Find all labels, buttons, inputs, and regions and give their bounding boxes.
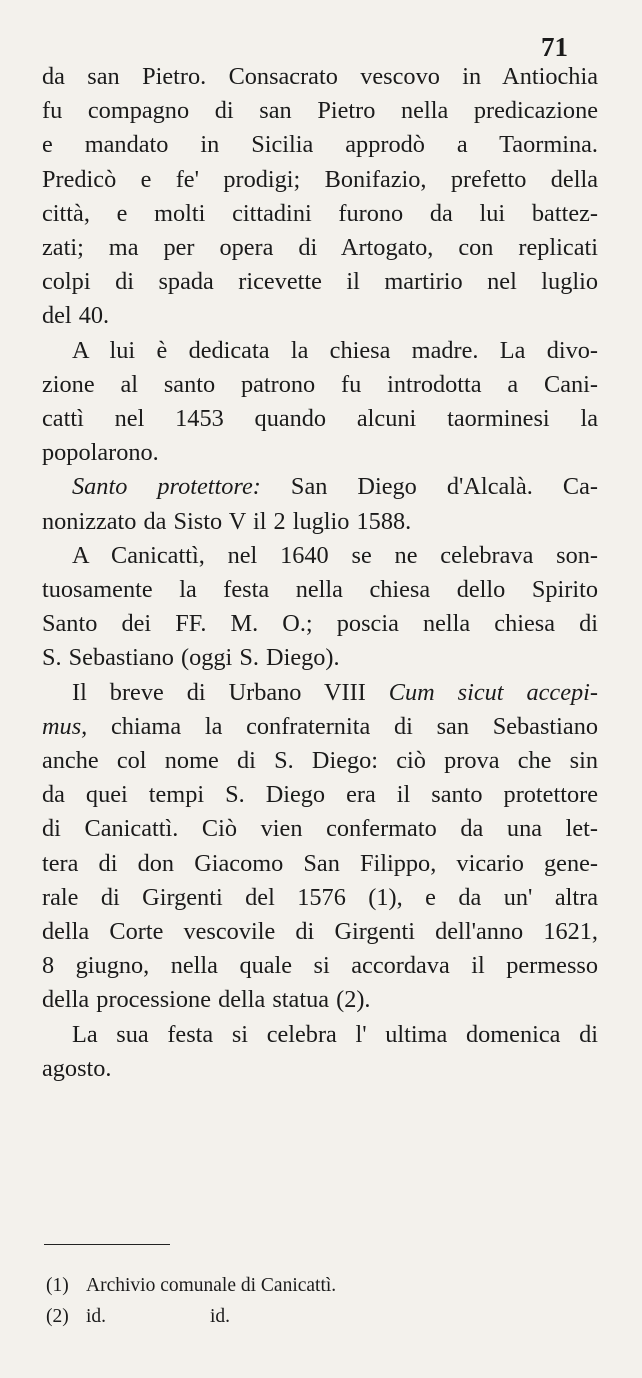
footnote-ibid: id.: [86, 1306, 107, 1327]
text-line: La sua festa si celebra l' ultima domenica di: [72, 1020, 598, 1048]
text-line: da quei tempi S. Diego era il santo protettore: [42, 781, 598, 809]
body-text: [42, 60, 598, 1086]
text-line: [42, 676, 598, 710]
footnote-number: (1): [46, 1275, 69, 1296]
paragraph-5: [42, 676, 598, 1018]
text-line: A lui è dedicata la chiesa madre. La divo-: [72, 336, 598, 364]
text-line: anche col nome di S. Diego: ciò prova che sin: [42, 747, 598, 775]
footnote-1: [46, 1270, 598, 1301]
text-line: città, e molti cittadini furono da lui battez-: [42, 199, 598, 227]
text-line: fu compagno di san Pietro nella predicazione: [42, 97, 598, 125]
text-span: chiama la confraternita di san Sebastiano: [87, 712, 598, 740]
footnote-number: (2): [46, 1306, 69, 1327]
footnotes: [46, 1270, 598, 1332]
text-line: agosto.: [42, 1054, 112, 1082]
text-line: colpi di spada ricevette il martirio nel luglio: [42, 268, 598, 296]
text-line: cattì nel 1453 quando alcuni taorminesi la: [42, 405, 598, 433]
latin-title: Cum sicut accepi-: [388, 678, 598, 706]
paragraph-6: [42, 1018, 598, 1086]
paragraph-3: [42, 470, 598, 538]
text-line: e mandato in Sicilia approdò a Taormina.: [42, 131, 598, 159]
footnote-2: [46, 1301, 598, 1332]
text-line: tera di don Giacomo San Filippo, vicario gene-: [42, 849, 598, 877]
paragraph-2: [42, 334, 598, 471]
text-line: del 40.: [42, 302, 110, 330]
paragraph-4: [42, 539, 598, 676]
text-line: tuosamente la festa nella chiesa dello Spirito: [42, 576, 598, 604]
text-line: popolarono.: [42, 439, 159, 467]
text-span: Il breve di Urbano VIII: [72, 678, 389, 706]
paragraph-1: [42, 60, 598, 334]
text-line: Santo dei FF. M. O.; poscia nella chiesa di: [42, 610, 598, 638]
text-line: rale di Girgenti del 1576 (1), e da un' altra: [42, 883, 598, 911]
latin-title-end: mus,: [42, 712, 88, 740]
text-line: S. Sebastiano (oggi S. Diego).: [42, 644, 340, 672]
text-line: zione al santo patrono fu introdotta a Cani-: [42, 370, 598, 398]
footnote-ibid: id.: [210, 1306, 231, 1327]
text-span: San Diego d'Alcalà. Ca-: [260, 473, 599, 501]
text-line: [42, 470, 598, 504]
text-line: nonizzato da Sisto V il 2 luglio 1588.: [42, 507, 412, 535]
italic-heading: Santo protettore:: [72, 473, 261, 501]
text-line: della processione della statua (2).: [42, 986, 371, 1014]
text-line: Predicò e fe' prodigi; Bonifazio, prefetto della: [42, 165, 598, 193]
text-line: zati; ma per opera di Artogato, con replicati: [42, 234, 598, 262]
footnote-divider: [44, 1244, 170, 1245]
page-number: 71: [541, 32, 568, 62]
footnote-text: Archivio comunale di Canicattì.: [86, 1275, 337, 1296]
text-line: di Canicattì. Ciò vien confermato da una let-: [42, 815, 598, 843]
text-line: 8 giugno, nella quale si accordava il permesso: [42, 952, 598, 980]
text-line: da san Pietro. Consacrato vescovo in Antiochia: [42, 63, 598, 90]
text-line: A Canicattì, nel 1640 se ne celebrava son-: [72, 541, 598, 569]
text-line: [42, 710, 598, 744]
text-line: della Corte vescovile di Girgenti dell'anno 1621,: [42, 918, 598, 946]
